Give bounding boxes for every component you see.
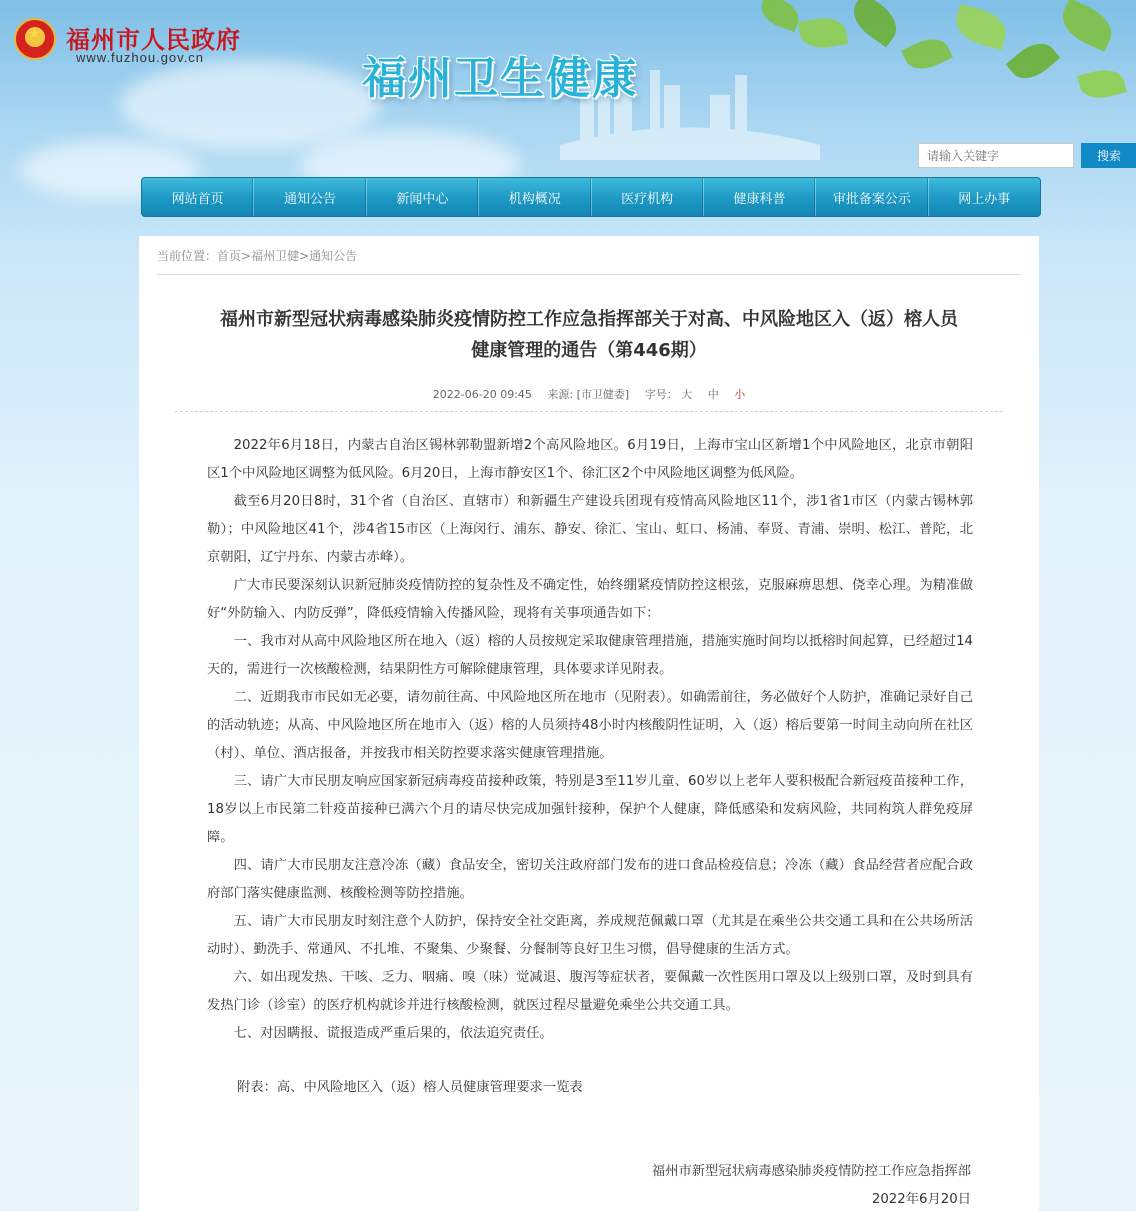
leaf-decoration <box>1006 35 1061 88</box>
search-button[interactable]: 搜索 <box>1081 143 1136 168</box>
breadcrumb-prefix: 当前位置： <box>157 249 218 263</box>
content-panel <box>139 236 1039 1211</box>
leaf-decoration <box>757 0 803 32</box>
article-meta <box>139 386 1039 402</box>
article-paragraph: 2022年6月18日，内蒙古自治区锡林郭勒盟新增2个高风险地区。6月19日，上海市宝山区新增1个中风险地区，北京市朝阳区1个中风险地区调整为低风险。6月20日，上海市静安区1个、徐汇区2个中风险地区调整为低风险。 <box>207 438 973 481</box>
leaf-decoration <box>901 32 953 76</box>
attachment-link[interactable]: 附表：高、中风险地区入（返）榕人员健康管理要求一览表 <box>237 1080 583 1095</box>
nav-item-about[interactable]: 机构概况 <box>479 178 591 216</box>
article-paragraph: 六、如出现发热、干咳、乏力、咽痛、嗅（味）觉减退、腹泻等症状者，要佩戴一次性医用口罩及以上级别口罩，及时到具有发热门诊（诊室）的医疗机构就诊并进行核酸检测，就医过程尽量避免乘坐公共交通工具。 <box>207 970 973 1013</box>
search-input[interactable] <box>918 143 1074 168</box>
font-size-medium-link[interactable]: 中 <box>707 388 719 401</box>
nav-item-news[interactable]: 新闻中心 <box>367 178 479 216</box>
nav-item-health-science[interactable]: 健康科普 <box>704 178 816 216</box>
article-paragraph: 二、近期我市市民如无必要，请勿前往高、中风险地区所在地市（见附表）。如确需前往，务必做好个人防护，准确记录好自己的活动轨迹；从高、中风险地区所在地市入（返）榕的人员须持48小时内核酸阴性证明，入（返）榕后要第一时间主动向所在社区（村）、单位、酒店报备，并按我市相关防控要求落实健康管理措施。 <box>207 690 973 761</box>
article-title-line1: 福州市新型冠状病毒感染肺炎疫情防控工作应急指挥部关于对高、中风险地区入（返）榕人员 <box>220 309 958 330</box>
article-title <box>169 304 1009 366</box>
main-nav <box>141 177 1041 217</box>
nav-item-approval-publicity[interactable]: 审批备案公示 <box>816 178 928 216</box>
national-emblem-icon: ★ <box>14 18 56 60</box>
nav-item-medical-institutions[interactable]: 医疗机构 <box>592 178 704 216</box>
article-paragraph: 一、我市对从高中风险地区所在地入（返）榕的人员按规定采取健康管理措施，措施实施时间均以抵榕时间起算，已经超过14天的，需进行一次核酸检测，结果阴性方可解除健康管理，具体要求详见附表。 <box>207 634 973 677</box>
article-paragraph: 广大市民要深刻认识新冠肺炎疫情防控的复杂性及不确定性，始终绷紧疫情防控这根弦，克服麻痹思想、侥幸心理。为精准做好“外防输入、内防反弹”，降低疫情输入传播风险，现将有关事项通告如下： <box>207 578 973 621</box>
source-label: 来源: <box>547 388 574 401</box>
breadcrumb-separator: > <box>299 249 310 263</box>
nav-item-online-services[interactable]: 网上办事 <box>958 191 1011 207</box>
leaf-decoration <box>845 0 904 47</box>
breadcrumb-separator: > <box>241 249 252 263</box>
article-paragraph: 截至6月20日8时，31个省（自治区、直辖市）和新疆生产建设兵团现有疫情高风险地区11个，涉1省1市区（内蒙古锡林郭勒）；中风险地区41个，涉4省15市区（上海闵行、浦东、静安、徐汇、宝山、虹口、杨浦、奉贤、青浦、崇明、松江、普陀，北京朝阳，辽宁丹东、内蒙古赤峰）。 <box>207 494 973 565</box>
breadcrumb <box>157 247 357 264</box>
font-size-label: 字号： <box>644 388 678 401</box>
breadcrumb-divider <box>157 274 1021 275</box>
article-paragraph: 三、请广大市民朋友响应国家新冠病毒疫苗接种政策，特别是3至11岁儿童、60岁以上老年人要积极配合新冠疫苗接种工作，18岁以上市民第二针疫苗接种已满六个月的请尽快完成加强针接种，保护个人健康，降低感染和发病风险，共同构筑人群免疫屏障。 <box>207 774 973 845</box>
article-body <box>207 432 973 1048</box>
signature-organization: 福州市新型冠状病毒感染肺炎疫情防控工作应急指挥部 <box>651 1164 971 1179</box>
article-paragraph: 五、请广大市民朋友时刻注意个人防护，保持安全社交距离，养成规范佩戴口罩（尤其是在乘坐公共交通工具和在公共场所活动时）、勤洗手、常通风、不扎堆、不聚集、少聚餐、分餐制等良好卫生习惯，倡导健康的生活方式。 <box>207 914 973 957</box>
meta-divider <box>175 411 1003 412</box>
article-paragraph: 四、请广大市民朋友注意冷冻（藏）食品安全，密切关注政府部门发布的进口食品检疫信息；冷冻（藏）食品经营者应配合政府部门落实健康监测、核酸检测等防控措施。 <box>207 858 973 901</box>
breadcrumb-home-link[interactable]: 首页 <box>217 249 242 263</box>
article-paragraph: 七、对因瞒报、谎报造成严重后果的，依法追究责任。 <box>233 1026 553 1041</box>
nav-item-home[interactable]: 网站首页 <box>142 178 254 216</box>
article-title-line2: 健康管理的通告（第446期） <box>471 340 707 361</box>
signature-date: 2022年6月20日 <box>871 1192 971 1207</box>
font-size-large-link[interactable]: 大 <box>681 388 693 401</box>
leaf-decoration <box>1077 65 1127 103</box>
font-size-small-link[interactable]: 小 <box>734 388 746 401</box>
nav-item-notices[interactable]: 通知公告 <box>254 178 366 216</box>
breadcrumb-level2-link[interactable]: 通知公告 <box>309 249 358 263</box>
source-value: [市卫健委] <box>576 388 630 401</box>
site-logo-title: 福州卫生健康 <box>362 53 638 104</box>
publish-date: 2022-06-20 09:45 <box>432 388 532 401</box>
gov-site-url: www.fuzhou.gov.cn <box>76 50 205 65</box>
gov-site-title[interactable]: 福州市人民政府 <box>66 26 241 54</box>
leaf-decoration <box>1055 0 1118 52</box>
leaf-decoration <box>951 4 1010 50</box>
breadcrumb-level1-link[interactable]: 福州卫健 <box>251 249 300 263</box>
